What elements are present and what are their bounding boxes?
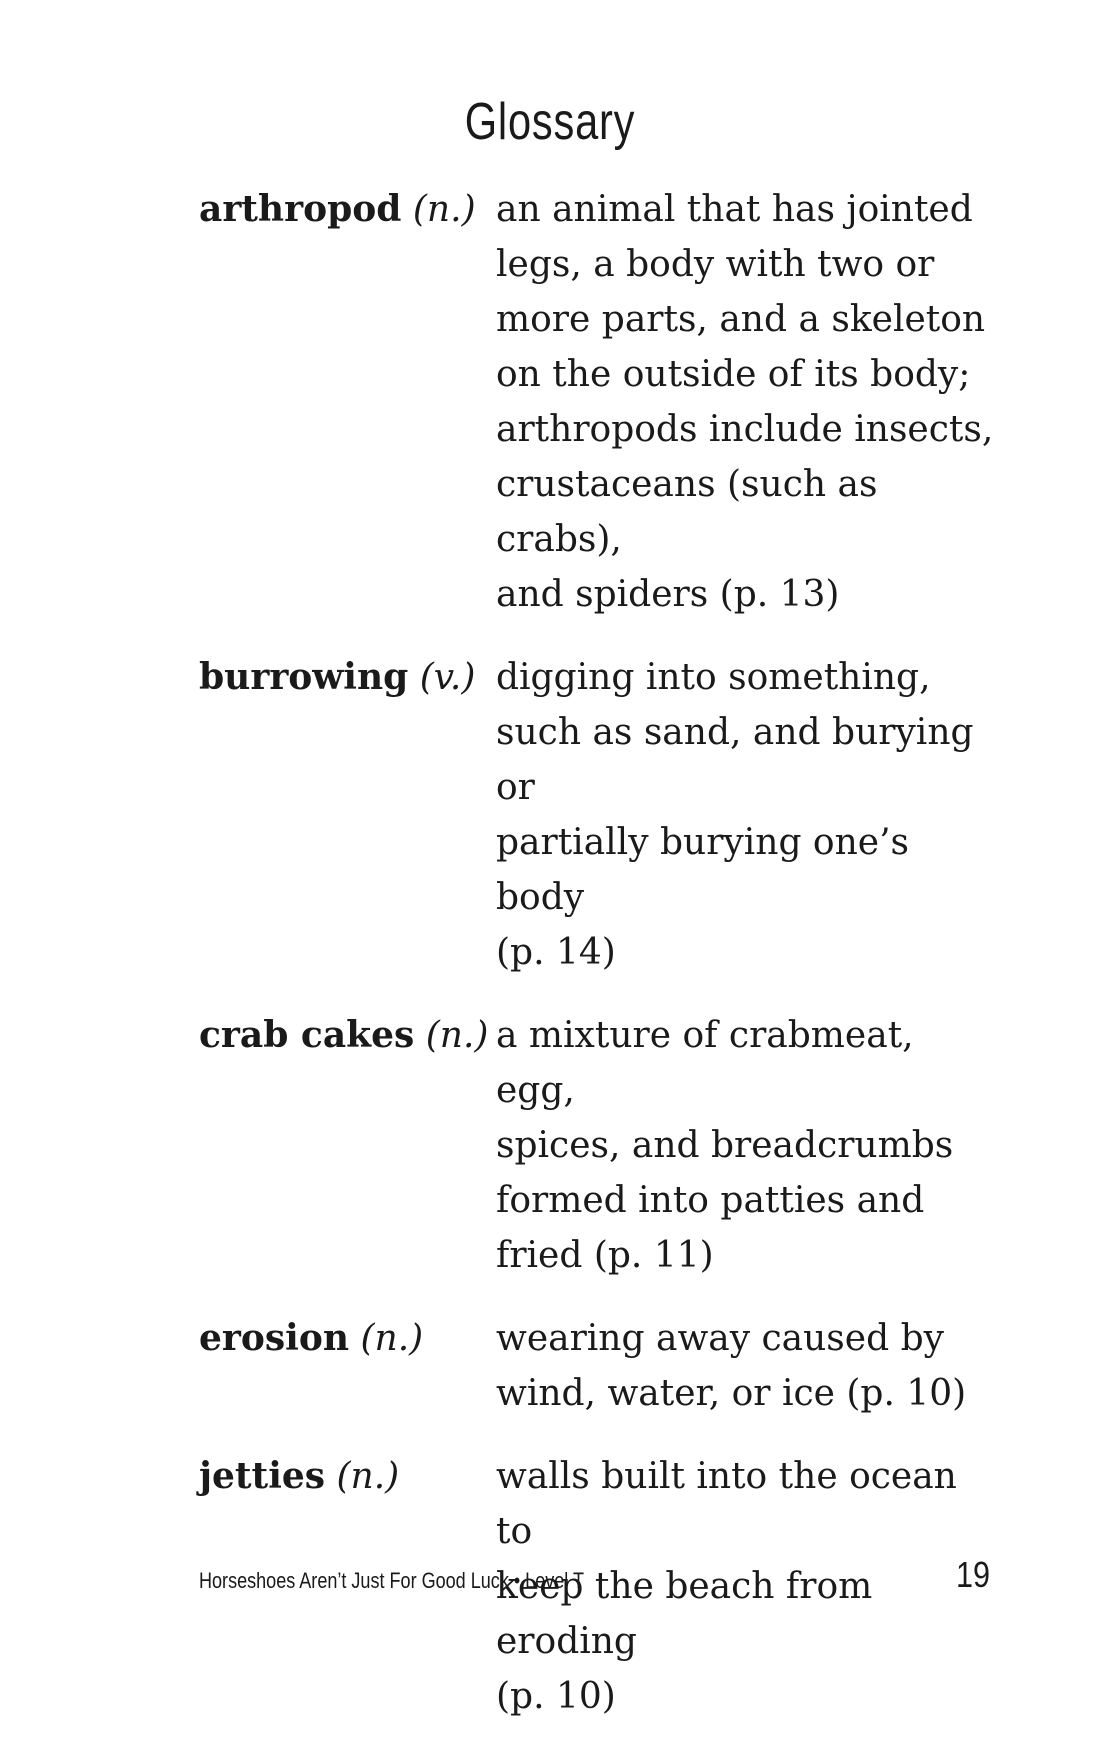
page-number: 19 <box>955 1554 990 1595</box>
glossary-entry <box>199 182 999 622</box>
definition-line: formed into patties and <box>496 1180 925 1221</box>
glossary-term: erosion <box>199 1317 350 1359</box>
glossary-entry <box>199 1311 999 1421</box>
glossary-definition <box>496 1008 999 1283</box>
definition-line: keep the beach from eroding <box>496 1566 873 1662</box>
part-of-speech: (v.) <box>419 657 476 698</box>
glossary-entry <box>199 650 999 980</box>
glossary-term: jetties <box>199 1455 326 1497</box>
definition-line: legs, a body with two or <box>496 244 935 285</box>
footer-book-title: Horseshoes Aren’t Just For Good Luck • Level T <box>199 1568 585 1593</box>
term-cell <box>199 650 496 980</box>
definition-line: such as sand, and burying or <box>496 712 974 808</box>
glossary-definition <box>496 650 999 980</box>
definition-line: on the outside of its body; <box>496 354 971 395</box>
term-cell <box>199 1008 496 1283</box>
definition-line: fried (p. 11) <box>496 1235 714 1276</box>
definition-line: crustaceans (such as crabs), <box>496 464 878 560</box>
definition-line: spices, and breadcrumbs <box>496 1125 954 1166</box>
glossary-definition <box>496 182 999 622</box>
glossary-list <box>199 182 999 1752</box>
page-title: Glossary <box>464 93 636 151</box>
term-cell <box>199 182 496 622</box>
definition-line: (p. 10) <box>496 1676 616 1717</box>
definition-line: wind, water, or ice (p. 10) <box>496 1373 967 1414</box>
term-cell <box>199 1311 496 1421</box>
glossary-definition <box>496 1311 999 1421</box>
part-of-speech: (n.) <box>360 1318 424 1359</box>
definition-line: a mixture of crabmeat, egg, <box>496 1015 914 1111</box>
part-of-speech: (n.) <box>425 1015 489 1056</box>
glossary-term: arthropod <box>199 188 402 230</box>
definition-line: digging into something, <box>496 657 931 698</box>
definition-line: (p. 14) <box>496 932 616 973</box>
part-of-speech: (n.) <box>336 1456 400 1497</box>
definition-line: and spiders (p. 13) <box>496 574 840 615</box>
definition-line: wearing away caused by <box>496 1318 944 1359</box>
definition-line: arthropods include insects, <box>496 409 994 450</box>
definition-line: partially burying one’s body <box>496 822 910 918</box>
glossary-term: burrowing <box>199 656 409 698</box>
glossary-entry <box>199 1008 999 1283</box>
definition-line: an animal that has jointed <box>496 189 973 230</box>
definition-line: more parts, and a skeleton <box>496 299 986 340</box>
glossary-term: crab cakes <box>199 1014 415 1056</box>
definition-line: walls built into the ocean to <box>496 1456 957 1552</box>
part-of-speech: (n.) <box>412 189 476 230</box>
